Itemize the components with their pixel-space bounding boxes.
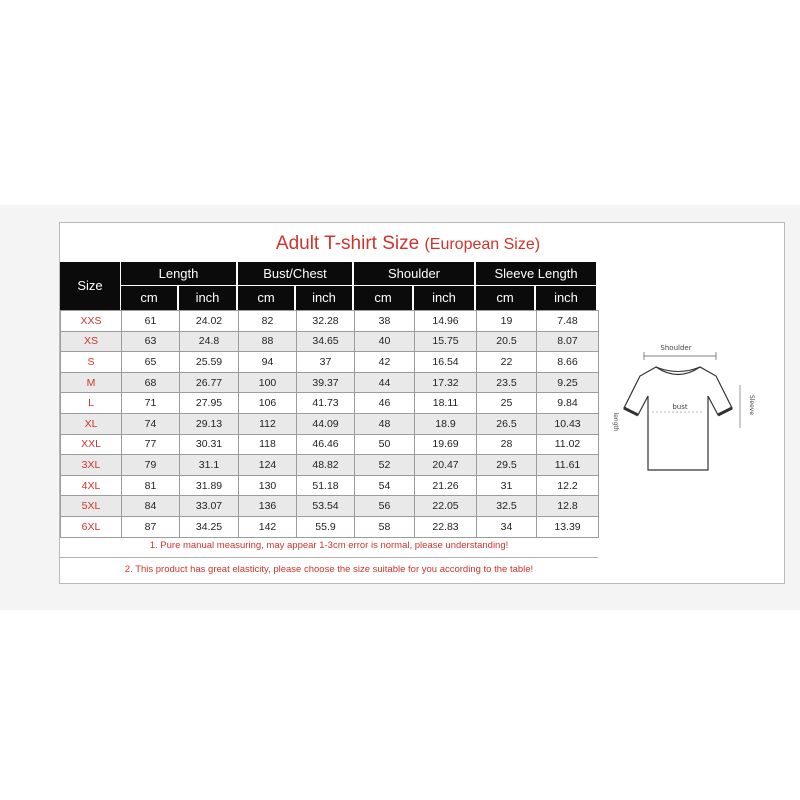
table-cell: 81	[122, 475, 180, 496]
title-main: Adult T-shirt Size	[275, 233, 420, 254]
table-cell: 61	[122, 311, 180, 332]
table-cell: 54	[355, 475, 415, 496]
table-cell: 9.84	[537, 393, 599, 414]
table-cell: 41.73	[297, 393, 355, 414]
table-cell: 112	[239, 413, 297, 434]
table-cell: 18.9	[415, 413, 477, 434]
table-row	[61, 455, 599, 476]
size-table	[60, 310, 599, 538]
table-cell: 31.89	[180, 475, 239, 496]
table-cell: 68	[122, 372, 180, 393]
table-cell: 29.5	[477, 455, 537, 476]
unit-inch: inch	[536, 286, 596, 310]
divider	[60, 557, 598, 558]
size-cell: 4XL	[61, 475, 122, 496]
unit-cm: cm	[121, 286, 177, 310]
table-cell: 22.83	[415, 516, 477, 537]
header-size: Size	[60, 262, 120, 310]
table-cell: 16.54	[415, 352, 477, 373]
table-cell: 46	[355, 393, 415, 414]
table-cell: 46.46	[297, 434, 355, 455]
table-cell: 34.25	[180, 516, 239, 537]
table-cell: 142	[239, 516, 297, 537]
table-cell: 21.26	[415, 475, 477, 496]
table-cell: 27.95	[180, 393, 239, 414]
table-cell: 11.02	[537, 434, 599, 455]
table-cell: 26.5	[477, 413, 537, 434]
table-cell: 10.43	[537, 413, 599, 434]
size-cell: 6XL	[61, 516, 122, 537]
table-row	[61, 496, 599, 517]
table-cell: 7.48	[537, 311, 599, 332]
table-cell: 48	[355, 413, 415, 434]
table-cell: 100	[239, 372, 297, 393]
table-cell: 79	[122, 455, 180, 476]
unit-inch: inch	[296, 286, 352, 310]
size-cell: XL	[61, 413, 122, 434]
table-cell: 32.28	[297, 311, 355, 332]
table-cell: 118	[239, 434, 297, 455]
note-2: 2. This product has great elasticity, please choose the size suitable for you according to the table!	[124, 564, 534, 575]
table-cell: 50	[355, 434, 415, 455]
table-cell: 12.2	[537, 475, 599, 496]
header-sleeve: Sleeve Length	[476, 262, 596, 285]
table-row	[61, 352, 599, 373]
table-row	[61, 311, 599, 332]
table-cell: 82	[239, 311, 297, 332]
tshirt-diagram	[600, 330, 760, 480]
size-cell: L	[61, 393, 122, 414]
table-cell: 40	[355, 331, 415, 352]
shoulder-label: Shoulder	[660, 344, 692, 352]
table-cell: 25.59	[180, 352, 239, 373]
table-cell: 17.32	[415, 372, 477, 393]
table-cell: 15.75	[415, 331, 477, 352]
table-row	[61, 413, 599, 434]
table-cell: 12.8	[537, 496, 599, 517]
unit-cm: cm	[238, 286, 294, 310]
table-cell: 34.65	[297, 331, 355, 352]
table-cell: 38	[355, 311, 415, 332]
table-cell: 42	[355, 352, 415, 373]
table-cell: 63	[122, 331, 180, 352]
unit-inch: inch	[414, 286, 474, 310]
table-cell: 34	[477, 516, 537, 537]
table-cell: 44.09	[297, 413, 355, 434]
sleeve-label: Sleeve	[748, 394, 755, 416]
table-cell: 24.02	[180, 311, 239, 332]
table-cell: 53.54	[297, 496, 355, 517]
table-row	[61, 475, 599, 496]
table-cell: 52	[355, 455, 415, 476]
unit-cm: cm	[476, 286, 534, 310]
table-cell: 26.77	[180, 372, 239, 393]
size-cell: S	[61, 352, 122, 373]
table-cell: 25	[477, 393, 537, 414]
table-cell: 23.5	[477, 372, 537, 393]
table-row	[61, 516, 599, 537]
table-cell: 20.5	[477, 331, 537, 352]
size-cell: M	[61, 372, 122, 393]
header-bust: Bust/Chest	[238, 262, 352, 285]
table-cell: 136	[239, 496, 297, 517]
size-cell: 3XL	[61, 455, 122, 476]
table-cell: 19	[477, 311, 537, 332]
unit-cm: cm	[354, 286, 412, 310]
table-cell: 30.31	[180, 434, 239, 455]
unit-inch: inch	[179, 286, 236, 310]
table-cell: 39.37	[297, 372, 355, 393]
table-cell: 94	[239, 352, 297, 373]
table-cell: 9.25	[537, 372, 599, 393]
table-cell: 29.13	[180, 413, 239, 434]
table-cell: 87	[122, 516, 180, 537]
header-length: Length	[121, 262, 236, 285]
table-cell: 8.66	[537, 352, 599, 373]
table-cell: 56	[355, 496, 415, 517]
table-cell: 14.96	[415, 311, 477, 332]
table-cell: 13.39	[537, 516, 599, 537]
table-cell: 77	[122, 434, 180, 455]
table-cell: 48.82	[297, 455, 355, 476]
table-cell: 106	[239, 393, 297, 414]
table-cell: 74	[122, 413, 180, 434]
table-cell: 37	[297, 352, 355, 373]
table-cell: 22	[477, 352, 537, 373]
table-cell: 55.9	[297, 516, 355, 537]
length-label: length	[612, 412, 619, 432]
table-cell: 88	[239, 331, 297, 352]
chart-title	[60, 228, 756, 260]
bust-label: bust	[672, 403, 688, 411]
size-cell: XS	[61, 331, 122, 352]
tshirt-icon	[624, 367, 732, 470]
header-shoulder: Shoulder	[354, 262, 474, 285]
size-cell: XXS	[61, 311, 122, 332]
table-cell: 11.61	[537, 455, 599, 476]
table-cell: 19.69	[415, 434, 477, 455]
table-cell: 33.07	[180, 496, 239, 517]
table-row	[61, 331, 599, 352]
table-cell: 22.05	[415, 496, 477, 517]
table-cell: 18.11	[415, 393, 477, 414]
table-cell: 130	[239, 475, 297, 496]
table-cell: 8.07	[537, 331, 599, 352]
table-cell: 51.18	[297, 475, 355, 496]
table-row	[61, 434, 599, 455]
table-cell: 65	[122, 352, 180, 373]
title-sub: (European Size)	[424, 236, 541, 253]
table-cell: 31.1	[180, 455, 239, 476]
table-cell: 71	[122, 393, 180, 414]
size-cell: XXL	[61, 434, 122, 455]
table-row	[61, 372, 599, 393]
table-cell: 84	[122, 496, 180, 517]
table-cell: 124	[239, 455, 297, 476]
size-cell: 5XL	[61, 496, 122, 517]
table-row	[61, 393, 599, 414]
table-cell: 24.8	[180, 331, 239, 352]
table-cell: 32.5	[477, 496, 537, 517]
table-cell: 31	[477, 475, 537, 496]
note-1: 1. Pure manual measuring, may appear 1-3cm error is normal, please understanding!	[149, 540, 509, 551]
table-cell: 44	[355, 372, 415, 393]
table-cell: 58	[355, 516, 415, 537]
table-cell: 20.47	[415, 455, 477, 476]
table-cell: 28	[477, 434, 537, 455]
